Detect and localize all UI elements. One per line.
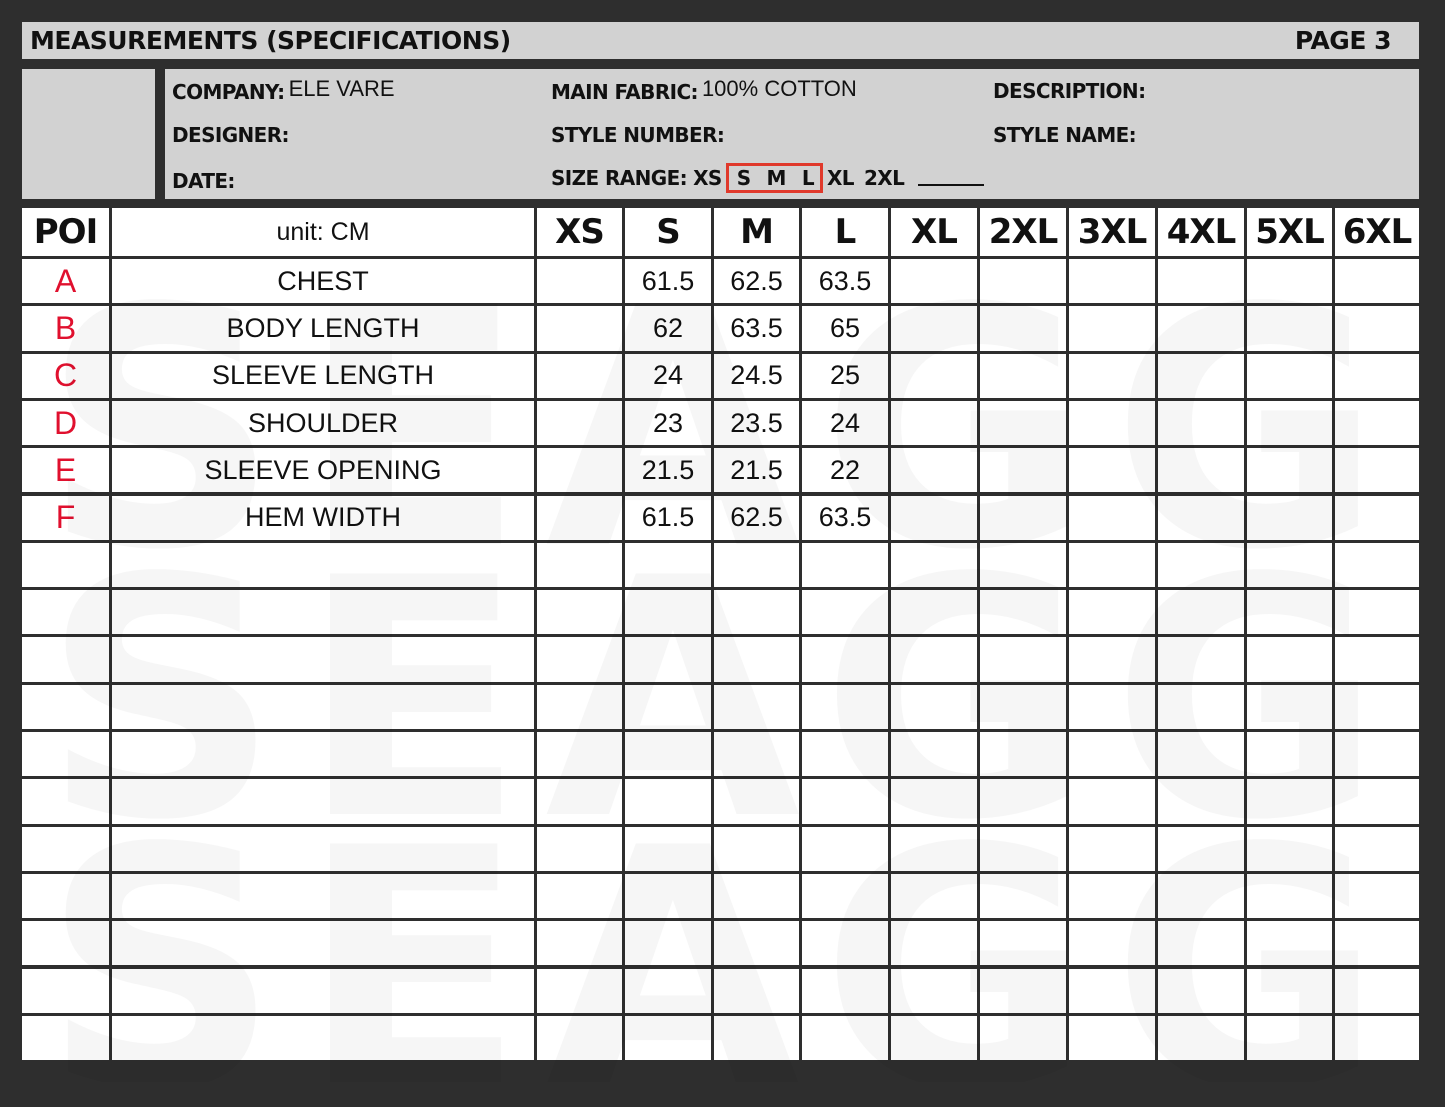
measurement-value: 23 (625, 401, 711, 445)
empty-cell (537, 590, 622, 634)
empty-cell (802, 874, 888, 918)
measurement-value (891, 354, 977, 398)
size-header-l: L (802, 208, 888, 256)
measurement-value (980, 306, 1066, 350)
measurement-value (1247, 259, 1332, 303)
empty-cell (1069, 590, 1155, 634)
measurement-value (537, 496, 622, 540)
poi-label: A (22, 259, 109, 303)
empty-cell (537, 1016, 622, 1060)
measurement-value (1247, 496, 1332, 540)
designer-label: DESIGNER: (172, 123, 289, 147)
empty-cell (1069, 827, 1155, 871)
main-fabric-value: 100% COTTON (701, 76, 857, 101)
measurement-name: SLEEVE LENGTH (112, 354, 534, 398)
measurement-value (891, 401, 977, 445)
empty-cell (891, 543, 977, 587)
measurement-value: 25 (802, 354, 888, 398)
measurement-value (537, 306, 622, 350)
empty-cell (112, 543, 534, 587)
measurement-value (891, 259, 977, 303)
measurement-value: 21.5 (625, 448, 711, 492)
empty-cell (980, 732, 1066, 776)
empty-cell (1158, 969, 1244, 1013)
measurement-value (891, 306, 977, 350)
measurement-value (537, 448, 622, 492)
empty-cell (980, 874, 1066, 918)
empty-cell (1069, 543, 1155, 587)
empty-cell (980, 637, 1066, 681)
empty-cell (1335, 779, 1419, 823)
measurement-value: 62.5 (714, 259, 799, 303)
poi-header: POI (22, 208, 109, 256)
main-fabric-label: MAIN FABRIC: (551, 80, 698, 104)
empty-cell (1335, 685, 1419, 729)
empty-cell (625, 1016, 711, 1060)
empty-cell (625, 543, 711, 587)
measurement-value: 62 (625, 306, 711, 350)
empty-cell (1158, 874, 1244, 918)
measurement-name: HEM WIDTH (112, 496, 534, 540)
style-name-label: STYLE NAME: (993, 123, 1137, 147)
size-range-2xl: 2XL (863, 166, 905, 190)
empty-cell (22, 685, 109, 729)
style-number-label: STYLE NUMBER: (551, 123, 725, 147)
empty-cell (802, 732, 888, 776)
empty-cell (537, 685, 622, 729)
poi-label: B (22, 306, 109, 350)
size-header-m: M (714, 208, 799, 256)
size-header-6xl: 6XL (1335, 208, 1419, 256)
unit-header: unit: CM (112, 208, 534, 256)
info-panel (165, 69, 1419, 199)
empty-cell (1247, 685, 1332, 729)
size-range-l: L (801, 166, 814, 190)
company-field (172, 76, 395, 105)
empty-cell (537, 921, 622, 965)
empty-cell (625, 590, 711, 634)
empty-cell (1069, 1016, 1155, 1060)
empty-cell (1158, 543, 1244, 587)
empty-cell (1335, 874, 1419, 918)
empty-cell (112, 1016, 534, 1060)
empty-cell (1335, 732, 1419, 776)
empty-cell (1069, 732, 1155, 776)
empty-cell (714, 969, 799, 1013)
size-header-2xl: 2XL (980, 208, 1066, 256)
empty-cell (802, 637, 888, 681)
empty-cell (22, 637, 109, 681)
empty-cell (802, 543, 888, 587)
page-number: PAGE 3 (1294, 26, 1391, 55)
empty-cell (1247, 590, 1332, 634)
empty-cell (714, 543, 799, 587)
designer-field (172, 123, 289, 148)
measurement-value (1247, 306, 1332, 350)
title-bar (22, 22, 1419, 59)
measurement-value (980, 496, 1066, 540)
empty-cell (980, 590, 1066, 634)
measurement-value: 63.5 (714, 306, 799, 350)
empty-cell (802, 969, 888, 1013)
empty-cell (22, 969, 109, 1013)
empty-cell (112, 969, 534, 1013)
company-value: ELE VARE (288, 76, 395, 101)
description-label: DESCRIPTION: (993, 79, 1146, 103)
empty-cell (537, 969, 622, 1013)
empty-cell (714, 921, 799, 965)
measurement-value: 24 (802, 401, 888, 445)
style-name-field (993, 123, 1136, 148)
size-range-field (551, 163, 984, 193)
empty-cell (891, 1016, 977, 1060)
empty-cell (1158, 827, 1244, 871)
empty-cell (802, 827, 888, 871)
measurement-value (1069, 259, 1155, 303)
page-title: MEASUREMENTS (SPECIFICATIONS) (30, 26, 511, 55)
empty-cell (891, 685, 977, 729)
empty-cell (1335, 637, 1419, 681)
measurement-name: SLEEVE OPENING (112, 448, 534, 492)
empty-cell (537, 779, 622, 823)
empty-cell (1158, 590, 1244, 634)
empty-cell (1247, 874, 1332, 918)
measurement-value (1069, 401, 1155, 445)
empty-cell (1247, 637, 1332, 681)
empty-cell (802, 921, 888, 965)
measurement-value (1069, 448, 1155, 492)
empty-cell (625, 874, 711, 918)
empty-cell (1158, 732, 1244, 776)
measurement-value (980, 448, 1066, 492)
empty-cell (891, 969, 977, 1013)
empty-cell (980, 969, 1066, 1013)
empty-cell (1158, 921, 1244, 965)
empty-cell (22, 874, 109, 918)
measurement-value (980, 354, 1066, 398)
date-label: DATE: (172, 169, 235, 193)
empty-cell (1335, 1016, 1419, 1060)
measurement-value: 21.5 (714, 448, 799, 492)
empty-cell (22, 827, 109, 871)
empty-cell (22, 921, 109, 965)
measurement-value: 61.5 (625, 259, 711, 303)
measurement-value: 24 (625, 354, 711, 398)
empty-cell (891, 637, 977, 681)
measurement-value (1158, 259, 1244, 303)
poi-label: E (22, 448, 109, 492)
empty-cell (112, 921, 534, 965)
measurement-value (537, 401, 622, 445)
empty-cell (891, 874, 977, 918)
empty-cell (1158, 637, 1244, 681)
measurement-value: 65 (802, 306, 888, 350)
empty-cell (891, 732, 977, 776)
empty-cell (1069, 969, 1155, 1013)
empty-cell (112, 779, 534, 823)
measurement-value (980, 259, 1066, 303)
empty-cell (22, 779, 109, 823)
empty-cell (22, 543, 109, 587)
style-number-field (551, 123, 724, 148)
empty-cell (625, 969, 711, 1013)
measurement-value (1158, 448, 1244, 492)
size-header-xs: XS (537, 208, 622, 256)
empty-cell (1069, 921, 1155, 965)
empty-cell (891, 827, 977, 871)
empty-cell (980, 827, 1066, 871)
measurement-value (1335, 401, 1419, 445)
measurement-value (537, 259, 622, 303)
measurement-value: 63.5 (802, 496, 888, 540)
empty-cell (802, 1016, 888, 1060)
description-field (993, 79, 1145, 104)
empty-cell (714, 874, 799, 918)
measurement-value (1335, 496, 1419, 540)
measurement-value (1158, 496, 1244, 540)
empty-cell (714, 827, 799, 871)
empty-cell (112, 874, 534, 918)
measurement-value (1069, 354, 1155, 398)
size-header-s: S (625, 208, 711, 256)
main-fabric-field (551, 76, 857, 105)
empty-cell (1247, 969, 1332, 1013)
empty-cell (625, 685, 711, 729)
empty-cell (625, 637, 711, 681)
size-range-m: M (766, 166, 786, 190)
measurement-value: 23.5 (714, 401, 799, 445)
empty-cell (1158, 1016, 1244, 1060)
empty-cell (112, 590, 534, 634)
empty-cell (980, 543, 1066, 587)
empty-cell (112, 827, 534, 871)
empty-cell (22, 590, 109, 634)
empty-cell (22, 1016, 109, 1060)
measurement-value (1247, 448, 1332, 492)
empty-cell (1247, 1016, 1332, 1060)
size-header-5xl: 5XL (1247, 208, 1332, 256)
measurement-value (1158, 306, 1244, 350)
size-range-xs: XS (693, 166, 722, 190)
empty-cell (625, 921, 711, 965)
measurement-value: 22 (802, 448, 888, 492)
measurement-value: 62.5 (714, 496, 799, 540)
measurement-table (22, 208, 1419, 1082)
empty-cell (1247, 779, 1332, 823)
empty-cell (1247, 827, 1332, 871)
poi-label: D (22, 401, 109, 445)
empty-cell (802, 590, 888, 634)
empty-cell (714, 779, 799, 823)
empty-cell (1247, 543, 1332, 587)
measurement-value (1158, 354, 1244, 398)
measurement-value (891, 496, 977, 540)
empty-cell (1247, 732, 1332, 776)
measurement-value (537, 354, 622, 398)
size-range-label: SIZE RANGE: (551, 166, 688, 190)
measurement-name: SHOULDER (112, 401, 534, 445)
empty-cell (1158, 779, 1244, 823)
measurement-value (1335, 306, 1419, 350)
empty-cell (1335, 921, 1419, 965)
date-field (172, 169, 235, 194)
size-header-4xl: 4XL (1158, 208, 1244, 256)
empty-cell (1158, 685, 1244, 729)
measurement-value (1247, 401, 1332, 445)
empty-cell (1069, 779, 1155, 823)
size-range-xl: XL (826, 166, 854, 190)
empty-cell (1069, 685, 1155, 729)
measurement-name: CHEST (112, 259, 534, 303)
empty-cell (22, 732, 109, 776)
empty-cell (980, 921, 1066, 965)
empty-cell (802, 779, 888, 823)
blank-size-line (918, 170, 984, 186)
size-range-s: S (736, 166, 751, 190)
empty-cell (714, 1016, 799, 1060)
measurement-name: BODY LENGTH (112, 306, 534, 350)
measurement-value (1335, 354, 1419, 398)
empty-cell (891, 779, 977, 823)
selected-size-highlight (726, 163, 823, 193)
logo-placeholder (22, 69, 155, 199)
empty-cell (625, 732, 711, 776)
empty-cell (1335, 543, 1419, 587)
size-header-xl: XL (891, 208, 977, 256)
measurement-value: 24.5 (714, 354, 799, 398)
empty-cell (1069, 874, 1155, 918)
measurement-value (980, 401, 1066, 445)
empty-cell (891, 921, 977, 965)
spec-sheet (22, 22, 1419, 1082)
measurement-value: 61.5 (625, 496, 711, 540)
empty-cell (537, 543, 622, 587)
empty-cell (1069, 637, 1155, 681)
empty-cell (980, 779, 1066, 823)
empty-cell (1335, 590, 1419, 634)
empty-cell (980, 1016, 1066, 1060)
empty-cell (802, 685, 888, 729)
empty-cell (625, 827, 711, 871)
empty-cell (714, 637, 799, 681)
measurement-value: 63.5 (802, 259, 888, 303)
empty-cell (625, 779, 711, 823)
company-label: COMPANY: (172, 80, 285, 104)
measurement-value (1335, 259, 1419, 303)
empty-cell (980, 685, 1066, 729)
empty-cell (112, 637, 534, 681)
empty-cell (112, 685, 534, 729)
empty-cell (1335, 969, 1419, 1013)
size-header-3xl: 3XL (1069, 208, 1155, 256)
measurement-value (1069, 306, 1155, 350)
measurement-value (1247, 354, 1332, 398)
measurement-value (1158, 401, 1244, 445)
measurement-value (891, 448, 977, 492)
empty-cell (714, 685, 799, 729)
empty-cell (537, 827, 622, 871)
empty-cell (1247, 921, 1332, 965)
empty-cell (112, 732, 534, 776)
empty-cell (1335, 827, 1419, 871)
empty-cell (891, 590, 977, 634)
empty-cell (537, 732, 622, 776)
poi-label: F (22, 496, 109, 540)
measurement-value (1335, 448, 1419, 492)
measurement-value (1069, 496, 1155, 540)
empty-cell (537, 637, 622, 681)
poi-label: C (22, 354, 109, 398)
empty-cell (714, 590, 799, 634)
empty-cell (714, 732, 799, 776)
empty-cell (537, 874, 622, 918)
